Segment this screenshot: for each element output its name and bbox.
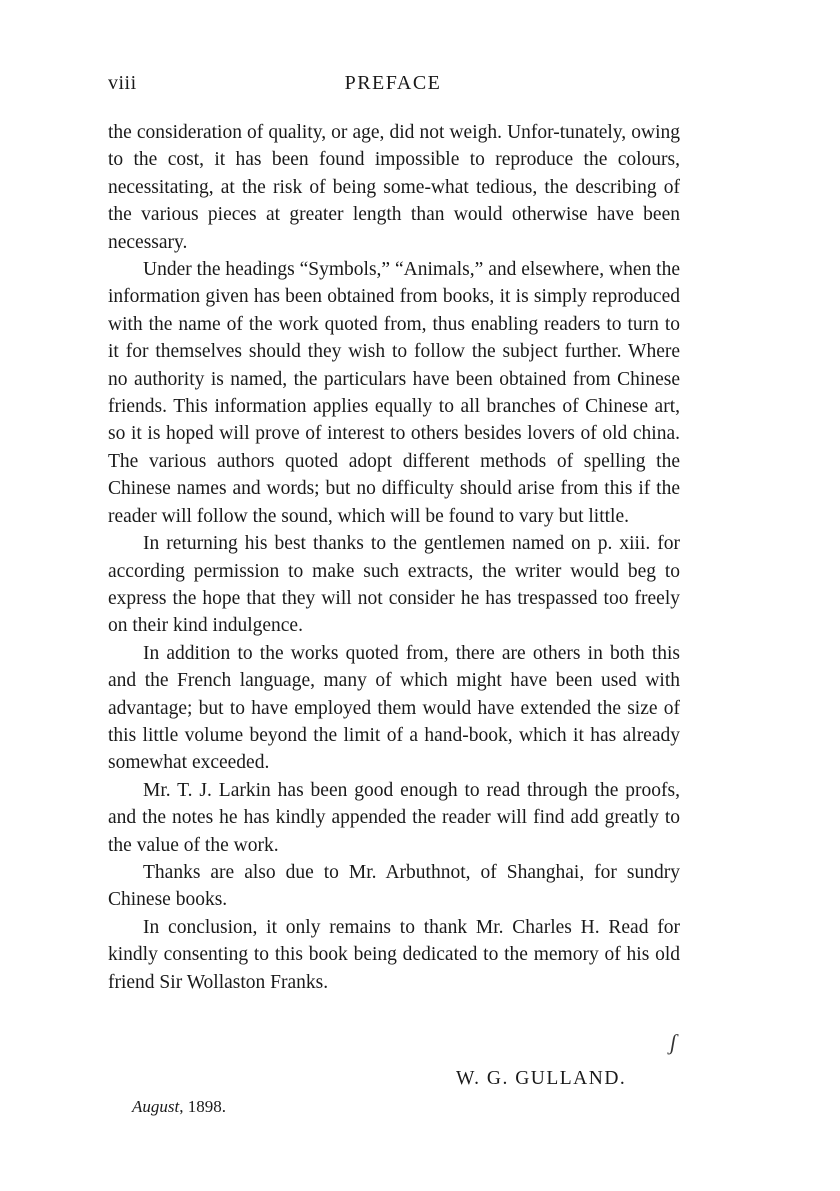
preface-body [108,119,680,996]
running-title: PREFACE [344,72,442,94]
paragraph-thanks-permission: In returning his best thanks to the gentlemen named on p. xiii. for according permission to make such extracts, the writer would beg to express the hope that they will not consider he has trespassed too freely on their kind indulgence. [108,533,680,637]
page-header [108,72,678,102]
date-year: , 1898. [179,1097,226,1116]
margin-mark: ʃ [670,1030,677,1055]
author-signature: W. G. GULLAND. [456,1068,627,1089]
paragraph-larkin: Mr. T. J. Larkin has been good enough to read through the proofs, and the notes he has kindly appended the reader will find add greatly to the value of the work. [108,779,680,856]
date-month: August [132,1097,180,1116]
date-line [132,1097,226,1117]
paragraph-other-works: In addition to the works quoted from, there are others in both this and the French language, many of which might have been used with advantage; but to have employed them would have extended the size of this little volume beyond the limit of a hand-book, which it has already somewhat exceeded. [108,642,680,774]
page-number: viii [108,72,137,94]
paragraph-arbuthnot: Thanks are also due to Mr. Arbuthnot, of Shanghai, for sundry Chinese books. [108,861,680,911]
paragraph-continuation: the consideration of quality, or age, did not weigh. Unfor-tunately, owing to the cost, it has been found impossible to reproduce the colours, necessitating, at the risk of being some-what tedious, the describing of the various pieces at greater length than would otherwise have been necessary. [108,122,680,253]
paragraph-headings-note: Under the headings “Symbols,” “Animals,” and elsewhere, when the information given has been obtained from books, it is simply reproduced with the name of the work quoted from, thus enabling readers to turn to it for themselves should they wish to follow the subject further. Where no authority is named, the particulars have been obtained from Chinese friends. This information applies equally to all branches of Chinese art, so it is hoped will prove of interest to others besides lovers of old china. The various authors quoted adopt different methods of spelling the Chinese names and words; but no difficulty should arise from this if the reader will follow the sound, which will be found to vary but little. [108,259,680,527]
paragraph-conclusion: In conclusion, it only remains to thank Mr. Charles H. Read for kindly consenting to this book being dedicated to the memory of his old friend Sir Wollaston Franks. [108,916,680,993]
